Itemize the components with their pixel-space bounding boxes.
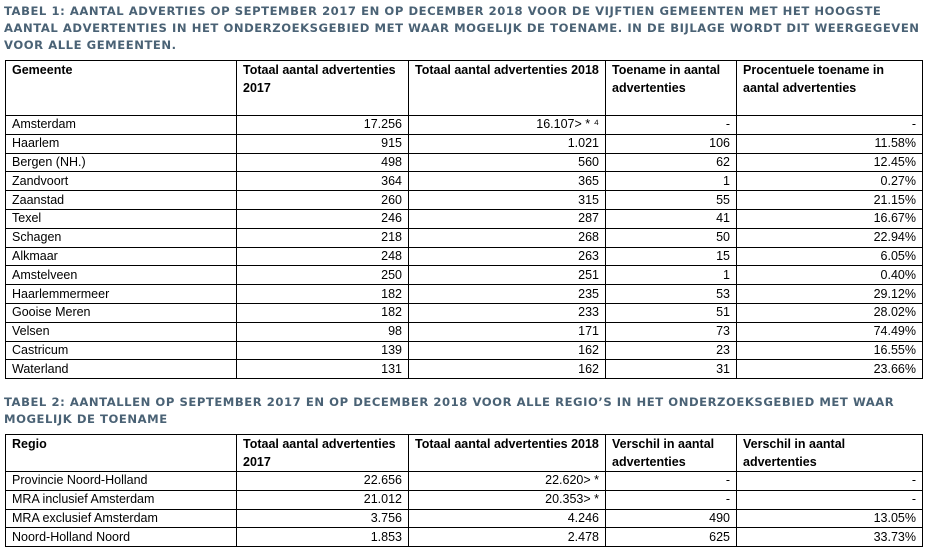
- row-label-cell: Haarlem: [6, 134, 237, 153]
- table-row: [6, 490, 923, 509]
- value-cell: 260: [237, 191, 409, 210]
- row-label-cell: Zandvoort: [6, 172, 237, 191]
- value-cell: 171: [409, 322, 606, 341]
- value-cell: 263: [409, 247, 606, 266]
- table-row: [6, 472, 923, 491]
- table-row: [6, 266, 923, 285]
- table-row: [6, 116, 923, 135]
- value-cell: -: [606, 116, 737, 135]
- value-cell: 12.45%: [737, 153, 923, 172]
- value-cell: 98: [237, 322, 409, 341]
- value-cell: 16.55%: [737, 341, 923, 360]
- table1-header-row: [6, 61, 923, 116]
- value-cell: 0.27%: [737, 172, 923, 191]
- table-row: [6, 191, 923, 210]
- table-row: [6, 172, 923, 191]
- value-cell: 55: [606, 191, 737, 210]
- value-cell: -: [606, 490, 737, 509]
- value-cell: 233: [409, 303, 606, 322]
- value-cell: 251: [409, 266, 606, 285]
- value-cell: -: [737, 490, 923, 509]
- value-cell: 13.05%: [737, 509, 923, 528]
- value-cell: 365: [409, 172, 606, 191]
- value-cell: 250: [237, 266, 409, 285]
- row-label-cell: Provincie Noord-Holland: [6, 472, 237, 491]
- value-cell: 41: [606, 209, 737, 228]
- value-cell: 106: [606, 134, 737, 153]
- value-cell: 162: [409, 341, 606, 360]
- header-totaal-2017: Totaal aantal advertenties 2017: [237, 435, 409, 472]
- value-cell: 29.12%: [737, 285, 923, 304]
- value-cell: 0.40%: [737, 266, 923, 285]
- value-cell: 73: [606, 322, 737, 341]
- table2: [5, 434, 923, 547]
- value-cell: 17.256: [237, 116, 409, 135]
- row-label-cell: Gooise Meren: [6, 303, 237, 322]
- value-cell: 162: [409, 360, 606, 379]
- value-cell: 1.021: [409, 134, 606, 153]
- header-regio: Regio: [6, 435, 237, 472]
- value-cell: 33.73%: [737, 528, 923, 547]
- value-cell: 62: [606, 153, 737, 172]
- table-row: [6, 303, 923, 322]
- value-cell: 1.853: [237, 528, 409, 547]
- value-cell: 4.246: [409, 509, 606, 528]
- table1: [5, 60, 923, 379]
- row-label-cell: Texel: [6, 209, 237, 228]
- table-row: [6, 341, 923, 360]
- value-cell: 53: [606, 285, 737, 304]
- value-cell: 21.15%: [737, 191, 923, 210]
- table-row: [6, 153, 923, 172]
- value-cell: 287: [409, 209, 606, 228]
- header-procentuele-toename: Procentuele toename in aantal advertenties: [737, 61, 923, 116]
- table-row: [6, 209, 923, 228]
- value-cell: 28.02%: [737, 303, 923, 322]
- value-cell: 22.656: [237, 472, 409, 491]
- value-cell: 182: [237, 285, 409, 304]
- value-cell: 246: [237, 209, 409, 228]
- value-cell: 560: [409, 153, 606, 172]
- value-cell: 31: [606, 360, 737, 379]
- table-row: [6, 134, 923, 153]
- value-cell: 915: [237, 134, 409, 153]
- row-label-cell: Schagen: [6, 228, 237, 247]
- header-totaal-2018: Totaal aantal advertenties 2018: [409, 435, 606, 472]
- row-label-cell: Amstelveen: [6, 266, 237, 285]
- row-label-cell: Velsen: [6, 322, 237, 341]
- value-cell: -: [737, 116, 923, 135]
- value-cell: 21.012: [237, 490, 409, 509]
- row-label-cell: Haarlemmermeer: [6, 285, 237, 304]
- value-cell: 490: [606, 509, 737, 528]
- value-cell: 16.107> * ⁴: [409, 116, 606, 135]
- value-cell: 131: [237, 360, 409, 379]
- table1-body: [6, 116, 923, 379]
- value-cell: 1: [606, 172, 737, 191]
- value-cell: 16.67%: [737, 209, 923, 228]
- value-cell: 15: [606, 247, 737, 266]
- table2-body: [6, 472, 923, 547]
- value-cell: 23.66%: [737, 360, 923, 379]
- header-verschil-aantal: Verschil in aantal advertenties: [606, 435, 737, 472]
- table2-header-row: [6, 435, 923, 472]
- header-totaal-2018: Totaal aantal advertenties 2018: [409, 61, 606, 116]
- value-cell: 22.94%: [737, 228, 923, 247]
- value-cell: 2.478: [409, 528, 606, 547]
- value-cell: 218: [237, 228, 409, 247]
- value-cell: 268: [409, 228, 606, 247]
- row-label-cell: Waterland: [6, 360, 237, 379]
- row-label-cell: Alkmaar: [6, 247, 237, 266]
- value-cell: 6.05%: [737, 247, 923, 266]
- table2-caption: TABEL 2: AANTALLEN OP SEPTEMBER 2017 EN OP DECEMBER 2018 VOOR ALLE REGIO’S IN HET ONDERZOEKSGEBIED MET WAAR MOGELIJK DE TOENAME: [4, 395, 895, 426]
- value-cell: 3.756: [237, 509, 409, 528]
- row-label-cell: MRA inclusief Amsterdam: [6, 490, 237, 509]
- table-row: [6, 247, 923, 266]
- value-cell: 364: [237, 172, 409, 191]
- header-totaal-2017: Totaal aantal advertenties 2017: [237, 61, 409, 116]
- value-cell: 625: [606, 528, 737, 547]
- table-row: [6, 509, 923, 528]
- table-row: [6, 285, 923, 304]
- table-row: [6, 360, 923, 379]
- value-cell: 315: [409, 191, 606, 210]
- row-label-cell: Castricum: [6, 341, 237, 360]
- header-gemeente: Gemeente: [6, 61, 237, 116]
- value-cell: 1: [606, 266, 737, 285]
- row-label-cell: MRA exclusief Amsterdam: [6, 509, 237, 528]
- value-cell: 139: [237, 341, 409, 360]
- value-cell: -: [606, 472, 737, 491]
- header-verschil-procent: Verschil in aantal advertenties: [737, 435, 923, 472]
- value-cell: 23: [606, 341, 737, 360]
- table-row: [6, 322, 923, 341]
- table-row: [6, 228, 923, 247]
- value-cell: 248: [237, 247, 409, 266]
- table-row: [6, 528, 923, 547]
- value-cell: 50: [606, 228, 737, 247]
- header-toename: Toename in aantal advertenties: [606, 61, 737, 116]
- row-label-cell: Noord-Holland Noord: [6, 528, 237, 547]
- value-cell: 182: [237, 303, 409, 322]
- table1-caption: TABEL 1: AANTAL ADVERTIES OP SEPTEMBER 2017 EN OP DECEMBER 2018 VOOR DE VIJFTIEN GEMEENTEN MET HET HOOGSTE AANTAL ADVERTENTIES IN HET ONDERZOEKSGEBIED MET WAAR MOGELIJK DE TOENAME. IN DE BIJLAGE WORDT DIT WEERGEGEVEN VOOR ALLE GEMEENTEN.: [4, 4, 920, 52]
- value-cell: 235: [409, 285, 606, 304]
- value-cell: 74.49%: [737, 322, 923, 341]
- row-label-cell: Zaanstad: [6, 191, 237, 210]
- value-cell: -: [737, 472, 923, 491]
- row-label-cell: Amsterdam: [6, 116, 237, 135]
- value-cell: 498: [237, 153, 409, 172]
- value-cell: 20.353> *: [409, 490, 606, 509]
- value-cell: 11.58%: [737, 134, 923, 153]
- value-cell: 51: [606, 303, 737, 322]
- row-label-cell: Bergen (NH.): [6, 153, 237, 172]
- value-cell: 22.620> *: [409, 472, 606, 491]
